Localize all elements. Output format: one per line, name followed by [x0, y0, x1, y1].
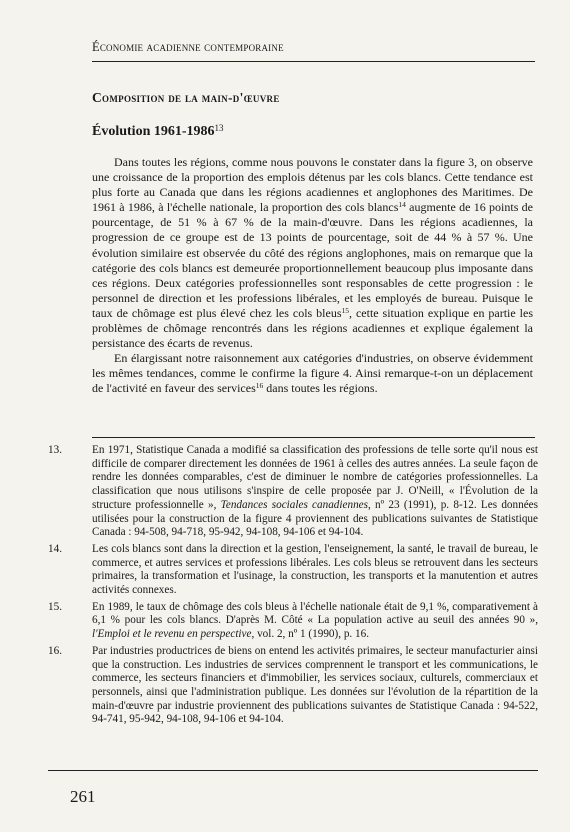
paragraph-2 [92, 351, 533, 396]
footnote-number: 16. [48, 644, 62, 657]
body-text [92, 155, 533, 397]
footnote-ref-16: 16 [255, 381, 264, 391]
footnote-number: 15. [48, 600, 62, 613]
footnote-15-text-b: , vol. 2, nº 1 (1990), p. 16. [251, 628, 369, 641]
footnote-15-title: l'Emploi et le revenu en perspective [92, 628, 252, 641]
paragraph-1-text-c: , cette situation explique en partie les problèmes de chômage rencontrés dans les régions acadiennes et explique également la persistance des écarts de revenus. [92, 305, 533, 351]
footnote-13 [48, 444, 538, 540]
footnote-text [92, 444, 538, 540]
footnote-15 [48, 601, 538, 642]
footnote-ref-14: 14 [398, 200, 406, 210]
footnote-13-title: Tendances sociales canadiennes [220, 498, 368, 511]
header-rule [92, 61, 535, 62]
paragraph-1 [92, 155, 533, 351]
footnotes-rule [92, 437, 535, 438]
paragraph-2-text-a: En élargissant notre raisonnement aux catégories d'industries, on observe évidemment les mêmes tendances, comme le confirme la figure 4. Ainsi remarque-t-on un déplacement de l'activité en faveur des services [92, 351, 533, 396]
section-title: Composition de la main-d'œuvre [92, 90, 280, 105]
footnote-15-text-a: En 1989, le taux de chômage des cols bleus à l'échelle nationale était de 9,1 %, comparativement à 6,1 % pour les cols blancs. D'après M. Côté « La population active au seuil des années 90 », [92, 600, 538, 627]
paragraph-1-text-a: Dans toutes les régions, comme nous pouvons le constater dans la figure 3, on observe une croissance de la proportion des emplois détenus par les cols blancs. Cette tendance est plus forte au Canada que dans les régions acadiennes et anglophones des Maritimes. De 1961 à 1986, à l'échelle nationale, la proportion des cols blancs [92, 155, 533, 215]
footnote-14-text: Les cols blancs sont dans la direction et la gestion, l'enseignement, la santé, le travail de bureau, le commerce, et autres services et professions libérales. Les cols bleus se retrouvent dans les secteurs primaires, la transformation et l'usinage, la construction, les transports et la manutention et autres activités connexes. [92, 542, 538, 597]
running-head: Économie acadienne contemporaine [92, 40, 284, 54]
page-number: 261 [70, 787, 96, 806]
paragraph-2-text-b: dans toutes les régions. [263, 381, 378, 396]
footnote-13-text-b: , nº 23 (1991), p. 8-12. Les données utilisées pour la construction de la figure 4 proviennent des publications suivantes de Statistique Canada : 94-508, 94-718, 95-942, 94-108, 94-106 et 94-104. [92, 498, 538, 539]
footnote-16 [48, 645, 538, 727]
footer-rule [48, 770, 538, 771]
footnote-text [92, 645, 538, 727]
subsection-title-text: Évolution 1961-1986 [92, 124, 215, 139]
footnote-ref-13: 13 [214, 123, 224, 133]
footnotes [48, 444, 538, 730]
footnote-number: 13. [48, 444, 62, 456]
footnote-number: 14. [48, 542, 62, 555]
footnote-16-text: Par industries productrices de biens on entend les activités primaires, le secteur manufacturier ainsi que la construction. Les industries de services comprennent le transport et les communications, le commerce, les secteurs financiers et d'immobilier, les services sociaux, culturels, commerciaux et personnels, ainsi que l'administration publique. Les données sur l'évolution de la répartition de la main-d'œuvre par industrie proviennent des publications suivantes de Statistique Canada : 94-522, 94-741, 95-942, 94-108, 94-106 et 94-104. [92, 644, 538, 726]
footnote-13-text-a: En 1971, Statistique Canada a modifié sa classification des professions de telle sorte qu'il nous est difficile de comparer directement les données de 1961 à celles des autres années. La seule façon de rendre les données comparables, c'est de diminuer le nombre de catégories professionnelles. La classification que nous utilisons s'inspire de celle proposée par J. O'Neill, « l'Évolution de la structure professionnelle », [92, 444, 538, 511]
subsection-title [92, 123, 224, 140]
footnote-ref-15: 15 [341, 305, 349, 315]
footnote-14 [48, 543, 538, 598]
paragraph-1-text-b: augmente de 16 points de pourcentage, de 51 % à 67 % de la main-d'œuvre. Dans les régions acadiennes, la progression de ce groupe est de 13 points de pourcentage, soit de 44 % à 57 %. Une évolution similaire est observée du côté des régions anglophones, mais on remarque que la catégorie des cols blancs est demeurée proportionnellement beaucoup plus imposante dans ces régions. Deux catégories professionnelles sont responsables de cette progression : le personnel de direction et les professions libérales, et les employés de bureau. Puisque le taux de chômage est plus élevé chez les cols bleus [92, 200, 533, 320]
footnote-text [92, 543, 538, 598]
footnote-text [92, 601, 538, 642]
